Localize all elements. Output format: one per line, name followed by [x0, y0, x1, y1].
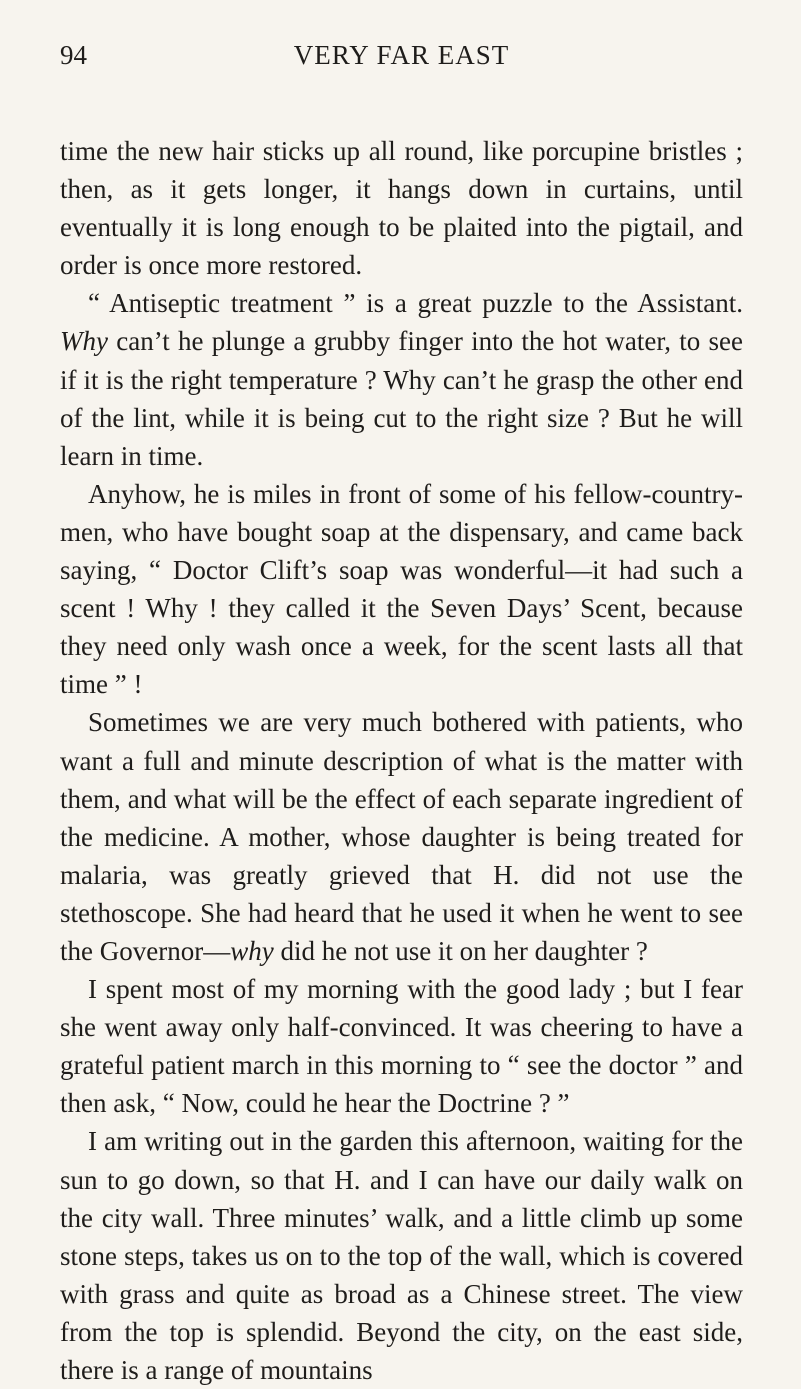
paragraph-5 [60, 970, 743, 1122]
paragraph-3 [60, 475, 743, 704]
paragraph-2 [60, 284, 743, 474]
paragraph-4-text-a: Sometimes we are very much bothered with patients, who want a full and minute description of what is the matter with them, and what will be the effect of each separate ingredient of the medicine. A mother, whose daughter is being treated for malaria, was greatly grieved that H. did not use the stethoscope. She had heard that he used it when he went to see the Governor— [60, 707, 743, 966]
paragraph-2-text-a: “ Antiseptic treatment ” is a great puzzle to the Assistant. [88, 288, 743, 319]
paragraph-2-text-b: can’t he plunge a grubby finger into the hot water, to see if it is the right temperature ? Why can’t he grasp the other end of the lint, while it is being cut to the right size ? But he will learn in time. [60, 326, 743, 471]
body-text [60, 132, 743, 1389]
paragraph-5-text: I spent most of my morning with the good lady ; but I fear she went away only half-convinced. It was cheering to have a grateful patient march in this morning to “ see the doctor ” and then ask, “ Now, could he hear the Doctrine ? ” [60, 974, 743, 1119]
page-number: 94 [60, 40, 87, 70]
running-title: VERY FAR EAST [293, 40, 510, 70]
paragraph-4-text-b: did he not use it on her daughter ? [273, 935, 648, 966]
paragraph-1 [60, 132, 743, 284]
paragraph-6-text: I am writing out in the garden this afternoon, waiting for the sun to go down, so that H. and I can have our daily walk on the city wall. Three minutes’ walk, and a little climb up some stone steps, takes us on to the top of the wall, which is covered with grass and quite as broad as a Chinese street. The view from the top is splendid. Beyond the city, on the east side, there is a range of mountains [60, 1126, 743, 1385]
paragraph-4 [60, 703, 743, 970]
paragraph-6 [60, 1122, 743, 1389]
page-header [60, 40, 743, 88]
paragraph-1-text: time the new hair sticks up all round, like porcupine bristles ; then, as it gets longer, it hangs down in curtains, until eventually it is long enough to be plaited into the pigtail, and order is once more restored. [60, 136, 743, 281]
paragraph-4-italic-why: why [230, 935, 274, 966]
paragraph-2-italic-why: Why [60, 326, 108, 357]
paragraph-3-text: Anyhow, he is miles in front of some of his fellow-country-men, who have bought soap at the dispensary, and came back saying, “ Doctor Clift’s soap was wonderful—it had such a scent ! Why ! they called it the Seven Days’ Scent, because they need only wash once a week, for the scent lasts all that time ” ! [60, 478, 743, 700]
